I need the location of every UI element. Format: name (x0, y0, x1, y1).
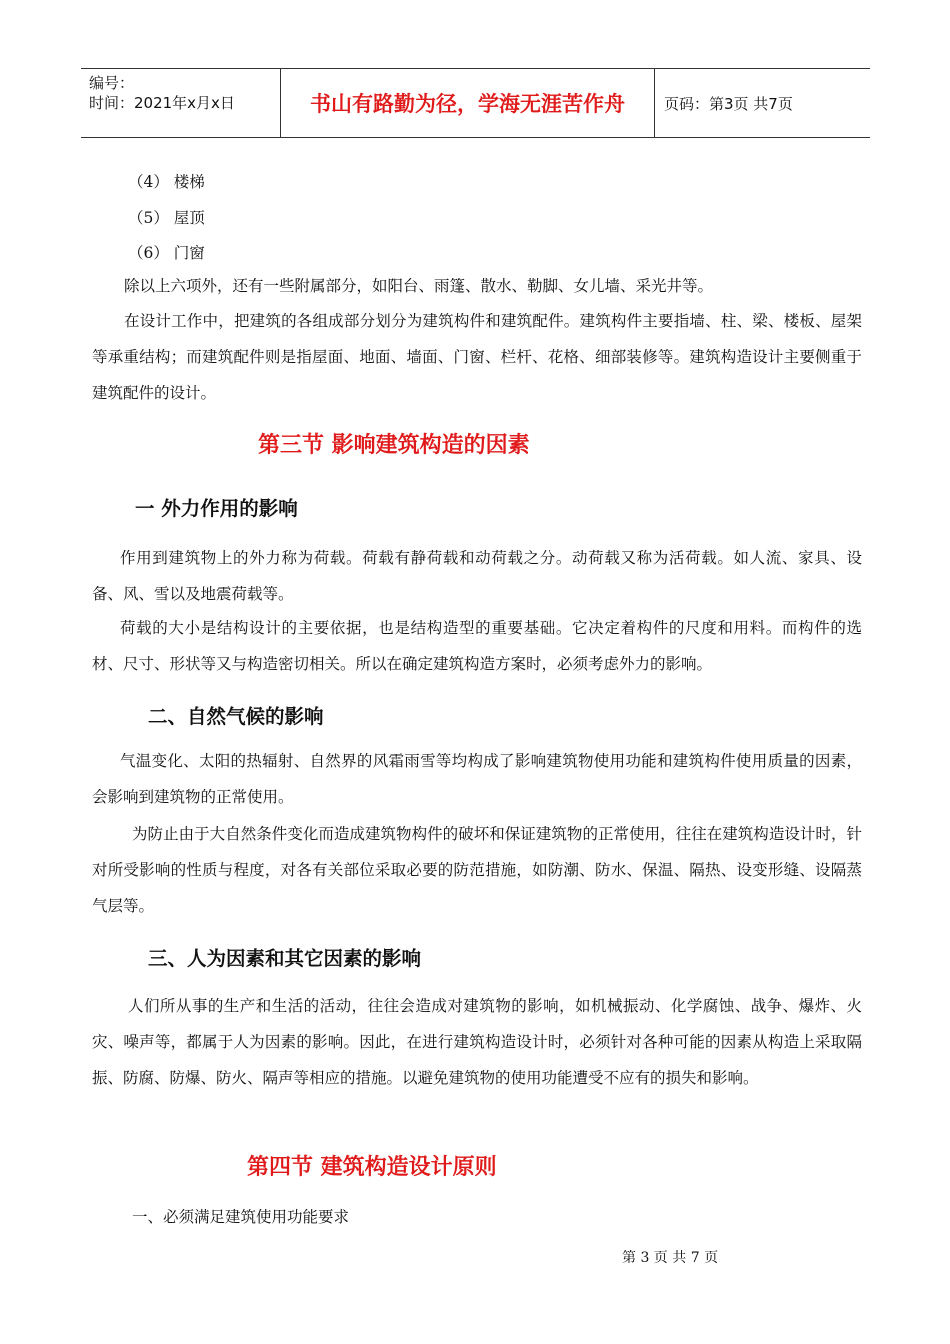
time-label: 时间：2021年x月x日 (89, 94, 235, 112)
principle-item-1: 一、必须满足建筑使用功能要求 (132, 1208, 350, 1226)
paragraph-climate-measures: 为防止由于大自然条件变化而造成建筑物构件的破坏和保证建筑物的正常使用，往往在建筑构造设计时，针对所受影响的性质与程度，对各有关部位采取必要的防范措施，如防潮、防水、保温、隔热、设变形缝、设隔蒸气层等。 (92, 825, 862, 915)
page-footer: 第 3 页 共 7 页 (622, 1250, 719, 1266)
section-4-title: 第四节 建筑构造设计原则 (247, 1155, 497, 1180)
paragraph-human-factors: 人们所从事的生产和生活的活动，往往会造成对建筑物的影响，如机械振动、化学腐蚀、战争、爆炸、火灾、噪声等，都属于人为因素的影响。因此，在进行建筑构造设计时，必须针对各种可能的因素从构造上采取隔振、防腐、防爆、防火、隔声等相应的措施。以避免建筑物的使用功能遭受不应有的损失和影响。 (92, 997, 862, 1087)
paragraph-attachments: 除以上六项外，还有一些附属部分，如阳台、雨篷、散水、勒脚、女儿墙、采光井等。 (124, 277, 714, 295)
header-page-info: 页码：第3页 共7页 (664, 94, 793, 113)
list-item-roof: （5） 屋顶 (128, 209, 205, 227)
header-motto: 书山有路勤为径，学海无涯苦作舟 (281, 69, 655, 137)
subsection-human-factors: 三、人为因素和其它因素的影响 (148, 947, 422, 970)
paragraph-load-size: 荷载的大小是结构设计的主要依据，也是结构造型的重要基础。它决定着构件的尺度和用料。而构件的选材、尺寸、形状等又与构造密切相关。所以在确定建筑构造方案时，必须考虑外力的影响。 (92, 619, 862, 673)
list-item-doors-windows: （6） 门窗 (128, 244, 205, 262)
subsection-climate: 二、自然气候的影响 (148, 705, 324, 728)
list-item-stairs: （4） 楼梯 (128, 173, 205, 191)
subsection-external-force: 一 外力作用的影响 (135, 497, 298, 520)
header-meta (81, 69, 281, 137)
page-header (81, 68, 870, 138)
paragraph-components: 在设计工作中，把建筑的各组成部分划分为建筑构件和建筑配件。建筑构件主要指墙、柱、梁、楼板、屋架等承重结构；而建筑配件则是指屋面、地面、墙面、门窗、栏杆、花格、细部装修等。建筑构造设计主要侧重于建筑配件的设计。 (92, 312, 862, 402)
paragraph-climate-factors: 气温变化、太阳的热辐射、自然界的风霜雨雪等均构成了影响建筑物使用功能和建筑构件使用质量的因素，会影响到建筑物的正常使用。 (92, 752, 862, 806)
paragraph-loads: 作用到建筑物上的外力称为荷载。荷载有静荷载和动荷载之分。动荷载又称为活荷载。如人流、家具、设备、风、雪以及地震荷载等。 (92, 549, 862, 603)
section-3-title: 第三节 影响建筑构造的因素 (258, 433, 530, 458)
number-label: 编号： (89, 74, 135, 92)
